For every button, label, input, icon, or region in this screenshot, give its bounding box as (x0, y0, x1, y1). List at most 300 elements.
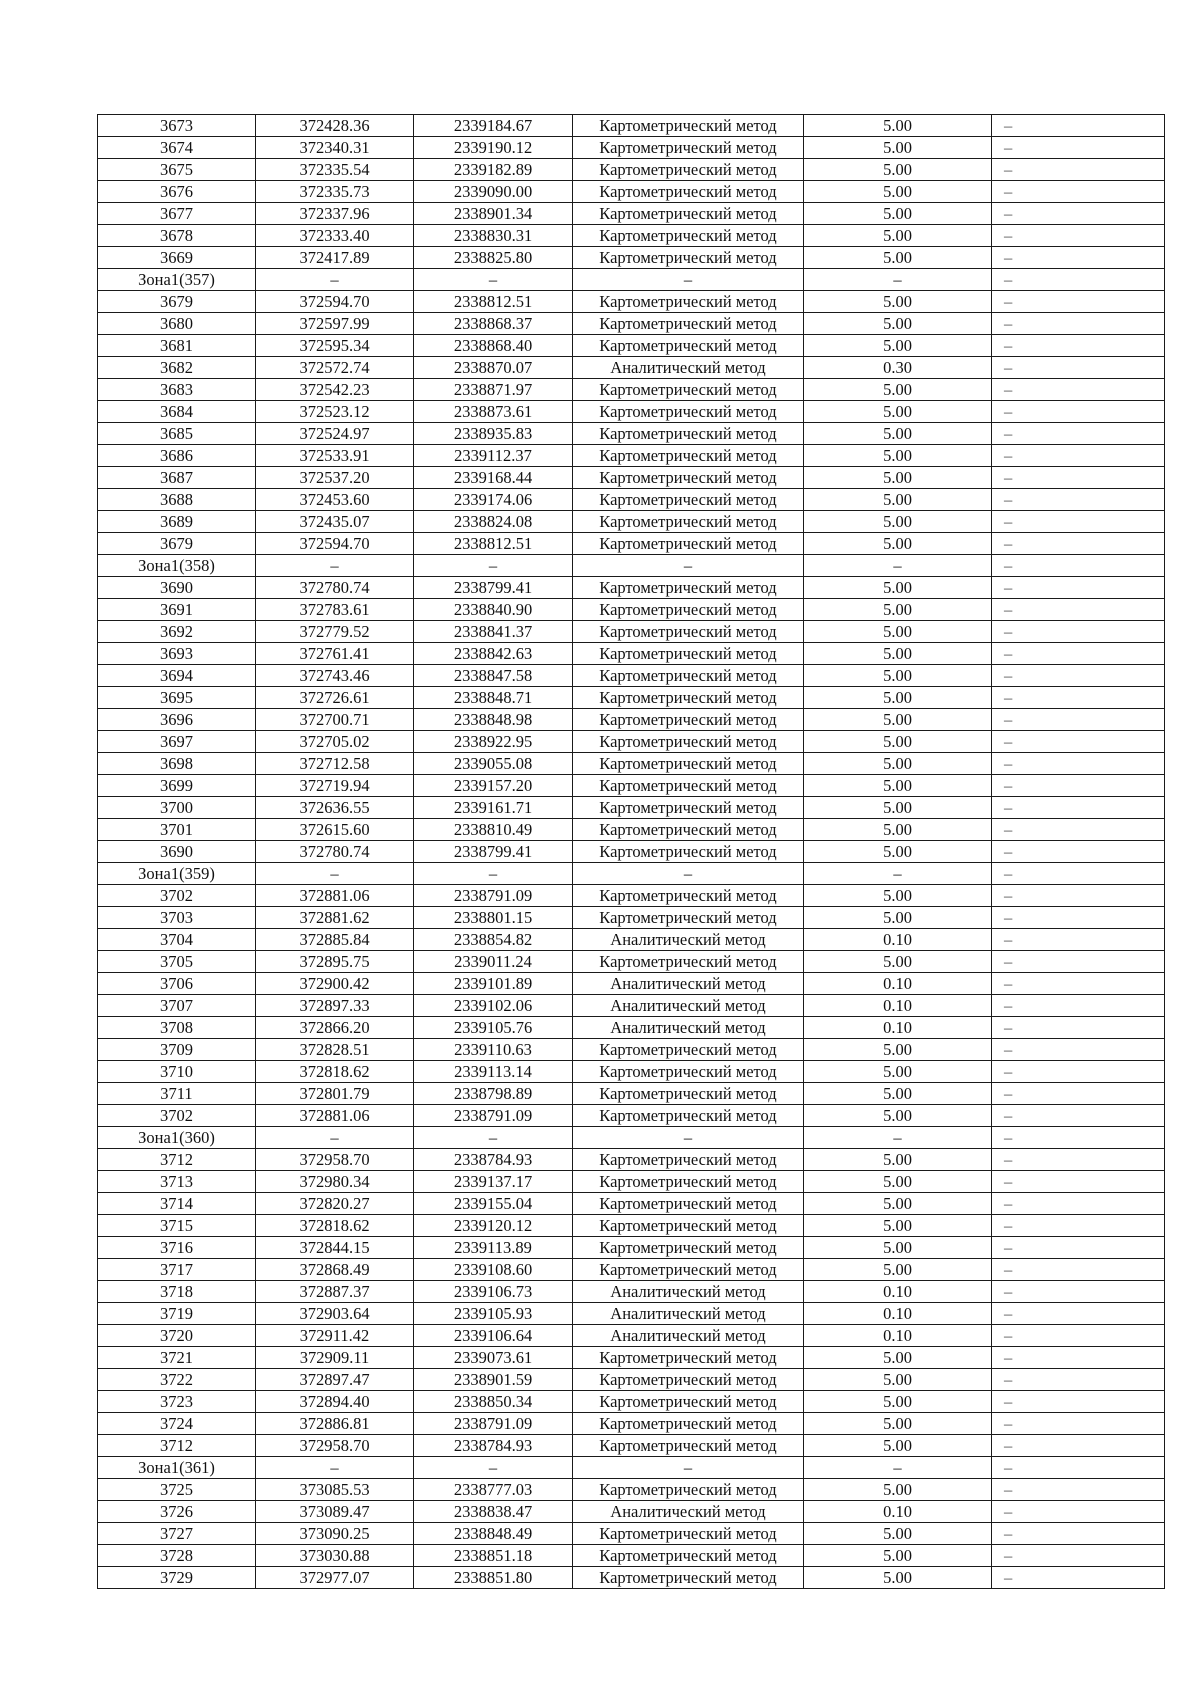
method-cell: Картометрический метод (573, 1237, 804, 1259)
accuracy-cell: 5.00 (804, 291, 992, 313)
x-coordinate-cell: 372844.15 (256, 1237, 414, 1259)
method-cell: Картометрический метод (573, 687, 804, 709)
table-row (98, 1545, 1165, 1567)
y-coordinate-cell: 2339105.93 (414, 1303, 573, 1325)
note-cell: – (992, 401, 1165, 423)
note-cell: – (992, 1281, 1165, 1303)
note-cell: – (992, 555, 1165, 577)
point-number-cell: 3713 (98, 1171, 256, 1193)
accuracy-cell: 0.10 (804, 929, 992, 951)
method-cell: Картометрический метод (573, 511, 804, 533)
y-coordinate-cell: 2338851.18 (414, 1545, 573, 1567)
point-number-cell: 3725 (98, 1479, 256, 1501)
x-coordinate-cell: 373090.25 (256, 1523, 414, 1545)
table-row (98, 907, 1165, 929)
table-row (98, 1017, 1165, 1039)
point-number-cell: 3674 (98, 137, 256, 159)
x-coordinate-cell: 372886.81 (256, 1413, 414, 1435)
x-coordinate-cell: 372977.07 (256, 1567, 414, 1589)
accuracy-cell: 5.00 (804, 1347, 992, 1369)
y-coordinate-cell: 2338791.09 (414, 1413, 573, 1435)
accuracy-cell: 5.00 (804, 885, 992, 907)
table-row (98, 929, 1165, 951)
method-cell: Картометрический метод (573, 797, 804, 819)
point-number-cell: 3710 (98, 1061, 256, 1083)
y-coordinate-cell: 2338812.51 (414, 533, 573, 555)
note-cell: – (992, 511, 1165, 533)
y-coordinate-cell: 2339120.12 (414, 1215, 573, 1237)
coordinates-table (97, 114, 1165, 1589)
note-cell: – (992, 159, 1165, 181)
note-cell: – (992, 313, 1165, 335)
table-row (98, 1325, 1165, 1347)
x-coordinate-cell: 372780.74 (256, 577, 414, 599)
table-row (98, 1061, 1165, 1083)
x-coordinate-cell: 372900.42 (256, 973, 414, 995)
y-coordinate-cell: 2338868.40 (414, 335, 573, 357)
table-row (98, 665, 1165, 687)
point-number-cell: 3708 (98, 1017, 256, 1039)
method-cell: Картометрический метод (573, 247, 804, 269)
zone-header-row (98, 269, 1165, 291)
method-cell: – (573, 555, 804, 577)
x-coordinate-cell: 372340.31 (256, 137, 414, 159)
table-row (98, 621, 1165, 643)
table-row (98, 1369, 1165, 1391)
point-number-cell: 3697 (98, 731, 256, 753)
accuracy-cell: 5.00 (804, 1545, 992, 1567)
accuracy-cell: 5.00 (804, 247, 992, 269)
accuracy-cell: 5.00 (804, 1567, 992, 1589)
note-cell: – (992, 1039, 1165, 1061)
y-coordinate-cell: 2339155.04 (414, 1193, 573, 1215)
table-row (98, 973, 1165, 995)
x-coordinate-cell: 372911.42 (256, 1325, 414, 1347)
point-number-cell: 3701 (98, 819, 256, 841)
table-row (98, 951, 1165, 973)
accuracy-cell: 5.00 (804, 1215, 992, 1237)
table-row (98, 995, 1165, 1017)
point-number-cell: 3726 (98, 1501, 256, 1523)
point-number-cell: 3696 (98, 709, 256, 731)
note-cell: – (992, 225, 1165, 247)
point-number-cell: 3678 (98, 225, 256, 247)
table-row (98, 115, 1165, 137)
point-number-cell: 3687 (98, 467, 256, 489)
note-cell: – (992, 1457, 1165, 1479)
accuracy-cell: – (804, 863, 992, 885)
method-cell: Картометрический метод (573, 1391, 804, 1413)
y-coordinate-cell: 2338848.71 (414, 687, 573, 709)
note-cell: – (992, 1391, 1165, 1413)
y-coordinate-cell: 2338871.97 (414, 379, 573, 401)
note-cell: – (992, 577, 1165, 599)
accuracy-cell: 5.00 (804, 1259, 992, 1281)
method-cell: Картометрический метод (573, 1149, 804, 1171)
note-cell: – (992, 489, 1165, 511)
accuracy-cell: 5.00 (804, 797, 992, 819)
note-cell: – (992, 841, 1165, 863)
note-cell: – (992, 1017, 1165, 1039)
x-coordinate-cell: 372866.20 (256, 1017, 414, 1039)
accuracy-cell: 5.00 (804, 1061, 992, 1083)
x-coordinate-cell: 372537.20 (256, 467, 414, 489)
point-number-cell: 3720 (98, 1325, 256, 1347)
table-row (98, 1083, 1165, 1105)
y-coordinate-cell: 2339137.17 (414, 1171, 573, 1193)
point-number-cell: 3702 (98, 885, 256, 907)
method-cell: Картометрический метод (573, 1479, 804, 1501)
method-cell: – (573, 1457, 804, 1479)
note-cell: – (992, 269, 1165, 291)
table-row (98, 1567, 1165, 1589)
point-number-cell: 3712 (98, 1149, 256, 1171)
point-number-cell: 3681 (98, 335, 256, 357)
method-cell: Картометрический метод (573, 203, 804, 225)
point-number-cell: 3729 (98, 1567, 256, 1589)
method-cell: Аналитический метод (573, 1281, 804, 1303)
accuracy-cell: 5.00 (804, 335, 992, 357)
y-coordinate-cell: 2338799.41 (414, 841, 573, 863)
x-coordinate-cell: 372428.36 (256, 115, 414, 137)
accuracy-cell: 5.00 (804, 1435, 992, 1457)
table-row (98, 1391, 1165, 1413)
note-cell: – (992, 137, 1165, 159)
table-row (98, 159, 1165, 181)
table-row (98, 599, 1165, 621)
method-cell: Аналитический метод (573, 973, 804, 995)
x-coordinate-cell: 372335.54 (256, 159, 414, 181)
method-cell: Картометрический метод (573, 599, 804, 621)
x-coordinate-cell: 372818.62 (256, 1215, 414, 1237)
y-coordinate-cell: 2338901.59 (414, 1369, 573, 1391)
table-row (98, 511, 1165, 533)
accuracy-cell: 5.00 (804, 1149, 992, 1171)
x-coordinate-cell: 372594.70 (256, 291, 414, 313)
x-coordinate-cell: 372712.58 (256, 753, 414, 775)
y-coordinate-cell: 2338799.41 (414, 577, 573, 599)
accuracy-cell: 5.00 (804, 489, 992, 511)
table-row (98, 137, 1165, 159)
note-cell: – (992, 445, 1165, 467)
y-coordinate-cell: 2338922.95 (414, 731, 573, 753)
point-number-cell: 3686 (98, 445, 256, 467)
accuracy-cell: 5.00 (804, 687, 992, 709)
accuracy-cell: – (804, 269, 992, 291)
point-number-cell: Зона1(360) (98, 1127, 256, 1149)
note-cell: – (992, 291, 1165, 313)
accuracy-cell: 5.00 (804, 423, 992, 445)
table-row (98, 1281, 1165, 1303)
x-coordinate-cell: 372780.74 (256, 841, 414, 863)
note-cell: – (992, 973, 1165, 995)
note-cell: – (992, 1215, 1165, 1237)
accuracy-cell: 5.00 (804, 467, 992, 489)
zone-header-row (98, 1457, 1165, 1479)
y-coordinate-cell: 2339113.89 (414, 1237, 573, 1259)
accuracy-cell: 5.00 (804, 577, 992, 599)
note-cell: – (992, 467, 1165, 489)
y-coordinate-cell: 2339113.14 (414, 1061, 573, 1083)
x-coordinate-cell: 372333.40 (256, 225, 414, 247)
zone-header-row (98, 1127, 1165, 1149)
y-coordinate-cell: 2338838.47 (414, 1501, 573, 1523)
point-number-cell: 3693 (98, 643, 256, 665)
table-row (98, 775, 1165, 797)
table-row (98, 291, 1165, 313)
y-coordinate-cell: 2338801.15 (414, 907, 573, 929)
point-number-cell: 3712 (98, 1435, 256, 1457)
table-row (98, 1149, 1165, 1171)
accuracy-cell: 5.00 (804, 401, 992, 423)
x-coordinate-cell: 372337.96 (256, 203, 414, 225)
y-coordinate-cell: 2338848.98 (414, 709, 573, 731)
accuracy-cell: 5.00 (804, 137, 992, 159)
x-coordinate-cell: 372594.70 (256, 533, 414, 555)
note-cell: – (992, 1545, 1165, 1567)
table-row (98, 489, 1165, 511)
accuracy-cell: 5.00 (804, 907, 992, 929)
y-coordinate-cell: 2339157.20 (414, 775, 573, 797)
note-cell: – (992, 775, 1165, 797)
method-cell: – (573, 1127, 804, 1149)
accuracy-cell: 0.30 (804, 357, 992, 379)
note-cell: – (992, 423, 1165, 445)
method-cell: Картометрический метод (573, 115, 804, 137)
point-number-cell: 3692 (98, 621, 256, 643)
x-coordinate-cell: 372897.33 (256, 995, 414, 1017)
y-coordinate-cell: 2339011.24 (414, 951, 573, 973)
accuracy-cell: 5.00 (804, 621, 992, 643)
note-cell: – (992, 753, 1165, 775)
y-coordinate-cell: 2338854.82 (414, 929, 573, 951)
table-row (98, 357, 1165, 379)
x-coordinate-cell: – (256, 863, 414, 885)
accuracy-cell: 5.00 (804, 1039, 992, 1061)
accuracy-cell: 5.00 (804, 1171, 992, 1193)
method-cell: – (573, 863, 804, 885)
x-coordinate-cell: 372417.89 (256, 247, 414, 269)
x-coordinate-cell: 373089.47 (256, 1501, 414, 1523)
method-cell: Картометрический метод (573, 445, 804, 467)
point-number-cell: 3688 (98, 489, 256, 511)
method-cell: Картометрический метод (573, 467, 804, 489)
y-coordinate-cell: 2339174.06 (414, 489, 573, 511)
y-coordinate-cell: 2338848.49 (414, 1523, 573, 1545)
point-number-cell: 3721 (98, 1347, 256, 1369)
y-coordinate-cell: 2338830.31 (414, 225, 573, 247)
note-cell: – (992, 1303, 1165, 1325)
note-cell: – (992, 731, 1165, 753)
table-row (98, 335, 1165, 357)
y-coordinate-cell: 2338791.09 (414, 885, 573, 907)
y-coordinate-cell: 2339106.73 (414, 1281, 573, 1303)
x-coordinate-cell: 372881.62 (256, 907, 414, 929)
table-row (98, 1479, 1165, 1501)
point-number-cell: 3673 (98, 115, 256, 137)
method-cell: Аналитический метод (573, 1303, 804, 1325)
point-number-cell: 3679 (98, 291, 256, 313)
point-number-cell: 3702 (98, 1105, 256, 1127)
note-cell: – (992, 1567, 1165, 1589)
table-row (98, 1215, 1165, 1237)
method-cell: Картометрический метод (573, 181, 804, 203)
accuracy-cell: 0.10 (804, 1325, 992, 1347)
x-coordinate-cell: 372895.75 (256, 951, 414, 973)
point-number-cell: 3694 (98, 665, 256, 687)
note-cell: – (992, 357, 1165, 379)
note-cell: – (992, 1479, 1165, 1501)
y-coordinate-cell: 2338935.83 (414, 423, 573, 445)
method-cell: Картометрический метод (573, 1435, 804, 1457)
y-coordinate-cell: 2338840.90 (414, 599, 573, 621)
accuracy-cell: 5.00 (804, 203, 992, 225)
accuracy-cell: 5.00 (804, 951, 992, 973)
note-cell: – (992, 907, 1165, 929)
point-number-cell: 3705 (98, 951, 256, 973)
note-cell: – (992, 181, 1165, 203)
point-number-cell: 3685 (98, 423, 256, 445)
x-coordinate-cell: 372820.27 (256, 1193, 414, 1215)
x-coordinate-cell: 372636.55 (256, 797, 414, 819)
y-coordinate-cell: – (414, 269, 573, 291)
y-coordinate-cell: 2338841.37 (414, 621, 573, 643)
note-cell: – (992, 995, 1165, 1017)
table-row (98, 379, 1165, 401)
method-cell: Картометрический метод (573, 951, 804, 973)
accuracy-cell: 5.00 (804, 379, 992, 401)
point-number-cell: 3722 (98, 1369, 256, 1391)
y-coordinate-cell: – (414, 863, 573, 885)
point-number-cell: 3719 (98, 1303, 256, 1325)
table-row (98, 1303, 1165, 1325)
x-coordinate-cell: 372958.70 (256, 1149, 414, 1171)
point-number-cell: 3707 (98, 995, 256, 1017)
y-coordinate-cell: 2338784.93 (414, 1435, 573, 1457)
y-coordinate-cell: 2338850.34 (414, 1391, 573, 1413)
y-coordinate-cell: 2339055.08 (414, 753, 573, 775)
table-row (98, 819, 1165, 841)
method-cell: Картометрический метод (573, 335, 804, 357)
point-number-cell: 3683 (98, 379, 256, 401)
x-coordinate-cell: 372453.60 (256, 489, 414, 511)
point-number-cell: 3675 (98, 159, 256, 181)
y-coordinate-cell: 2338810.49 (414, 819, 573, 841)
table-row (98, 841, 1165, 863)
point-number-cell: 3669 (98, 247, 256, 269)
note-cell: – (992, 643, 1165, 665)
note-cell: – (992, 203, 1165, 225)
table-row (98, 1501, 1165, 1523)
y-coordinate-cell: – (414, 555, 573, 577)
x-coordinate-cell: 372743.46 (256, 665, 414, 687)
accuracy-cell: 5.00 (804, 511, 992, 533)
note-cell: – (992, 665, 1165, 687)
note-cell: – (992, 1061, 1165, 1083)
point-number-cell: 3690 (98, 577, 256, 599)
x-coordinate-cell: 372524.97 (256, 423, 414, 445)
x-coordinate-cell: 372980.34 (256, 1171, 414, 1193)
note-cell: – (992, 709, 1165, 731)
point-number-cell: 3724 (98, 1413, 256, 1435)
y-coordinate-cell: 2338870.07 (414, 357, 573, 379)
x-coordinate-cell: 372700.71 (256, 709, 414, 731)
note-cell: – (992, 1171, 1165, 1193)
x-coordinate-cell: 372779.52 (256, 621, 414, 643)
x-coordinate-cell: 372868.49 (256, 1259, 414, 1281)
table-row (98, 1435, 1165, 1457)
point-number-cell: Зона1(359) (98, 863, 256, 885)
method-cell: Аналитический метод (573, 929, 804, 951)
note-cell: – (992, 1347, 1165, 1369)
y-coordinate-cell: 2338824.08 (414, 511, 573, 533)
table-row (98, 1171, 1165, 1193)
y-coordinate-cell: 2339101.89 (414, 973, 573, 995)
x-coordinate-cell: 372705.02 (256, 731, 414, 753)
point-number-cell: 3706 (98, 973, 256, 995)
x-coordinate-cell: 372783.61 (256, 599, 414, 621)
y-coordinate-cell: 2338784.93 (414, 1149, 573, 1171)
point-number-cell: Зона1(357) (98, 269, 256, 291)
method-cell: Картометрический метод (573, 1061, 804, 1083)
accuracy-cell: 5.00 (804, 225, 992, 247)
accuracy-cell: 0.10 (804, 1017, 992, 1039)
method-cell: Картометрический метод (573, 1259, 804, 1281)
accuracy-cell: 5.00 (804, 599, 992, 621)
note-cell: – (992, 1237, 1165, 1259)
y-coordinate-cell: – (414, 1127, 573, 1149)
table-row (98, 1039, 1165, 1061)
y-coordinate-cell: 2338825.80 (414, 247, 573, 269)
accuracy-cell: 5.00 (804, 1237, 992, 1259)
point-number-cell: 3680 (98, 313, 256, 335)
table-row (98, 467, 1165, 489)
method-cell: Картометрический метод (573, 1083, 804, 1105)
table-row (98, 1259, 1165, 1281)
method-cell: Картометрический метод (573, 665, 804, 687)
accuracy-cell: 5.00 (804, 819, 992, 841)
point-number-cell: 3718 (98, 1281, 256, 1303)
accuracy-cell: – (804, 555, 992, 577)
table-row (98, 1413, 1165, 1435)
note-cell: – (992, 687, 1165, 709)
y-coordinate-cell: 2339106.64 (414, 1325, 573, 1347)
x-coordinate-cell: 372335.73 (256, 181, 414, 203)
table-row (98, 709, 1165, 731)
table-row (98, 181, 1165, 203)
y-coordinate-cell: 2339182.89 (414, 159, 573, 181)
table-row (98, 797, 1165, 819)
point-number-cell: 3728 (98, 1545, 256, 1567)
x-coordinate-cell: 372597.99 (256, 313, 414, 335)
accuracy-cell: – (804, 1457, 992, 1479)
y-coordinate-cell: 2338901.34 (414, 203, 573, 225)
note-cell: – (992, 1413, 1165, 1435)
point-number-cell: 3700 (98, 797, 256, 819)
point-number-cell: 3677 (98, 203, 256, 225)
point-number-cell: 3698 (98, 753, 256, 775)
accuracy-cell: 5.00 (804, 313, 992, 335)
accuracy-cell: 5.00 (804, 753, 992, 775)
method-cell: Картометрический метод (573, 885, 804, 907)
point-number-cell: 3682 (98, 357, 256, 379)
x-coordinate-cell: 372533.91 (256, 445, 414, 467)
note-cell: – (992, 951, 1165, 973)
method-cell: Картометрический метод (573, 1413, 804, 1435)
note-cell: – (992, 863, 1165, 885)
y-coordinate-cell: 2339110.63 (414, 1039, 573, 1061)
accuracy-cell: 5.00 (804, 731, 992, 753)
